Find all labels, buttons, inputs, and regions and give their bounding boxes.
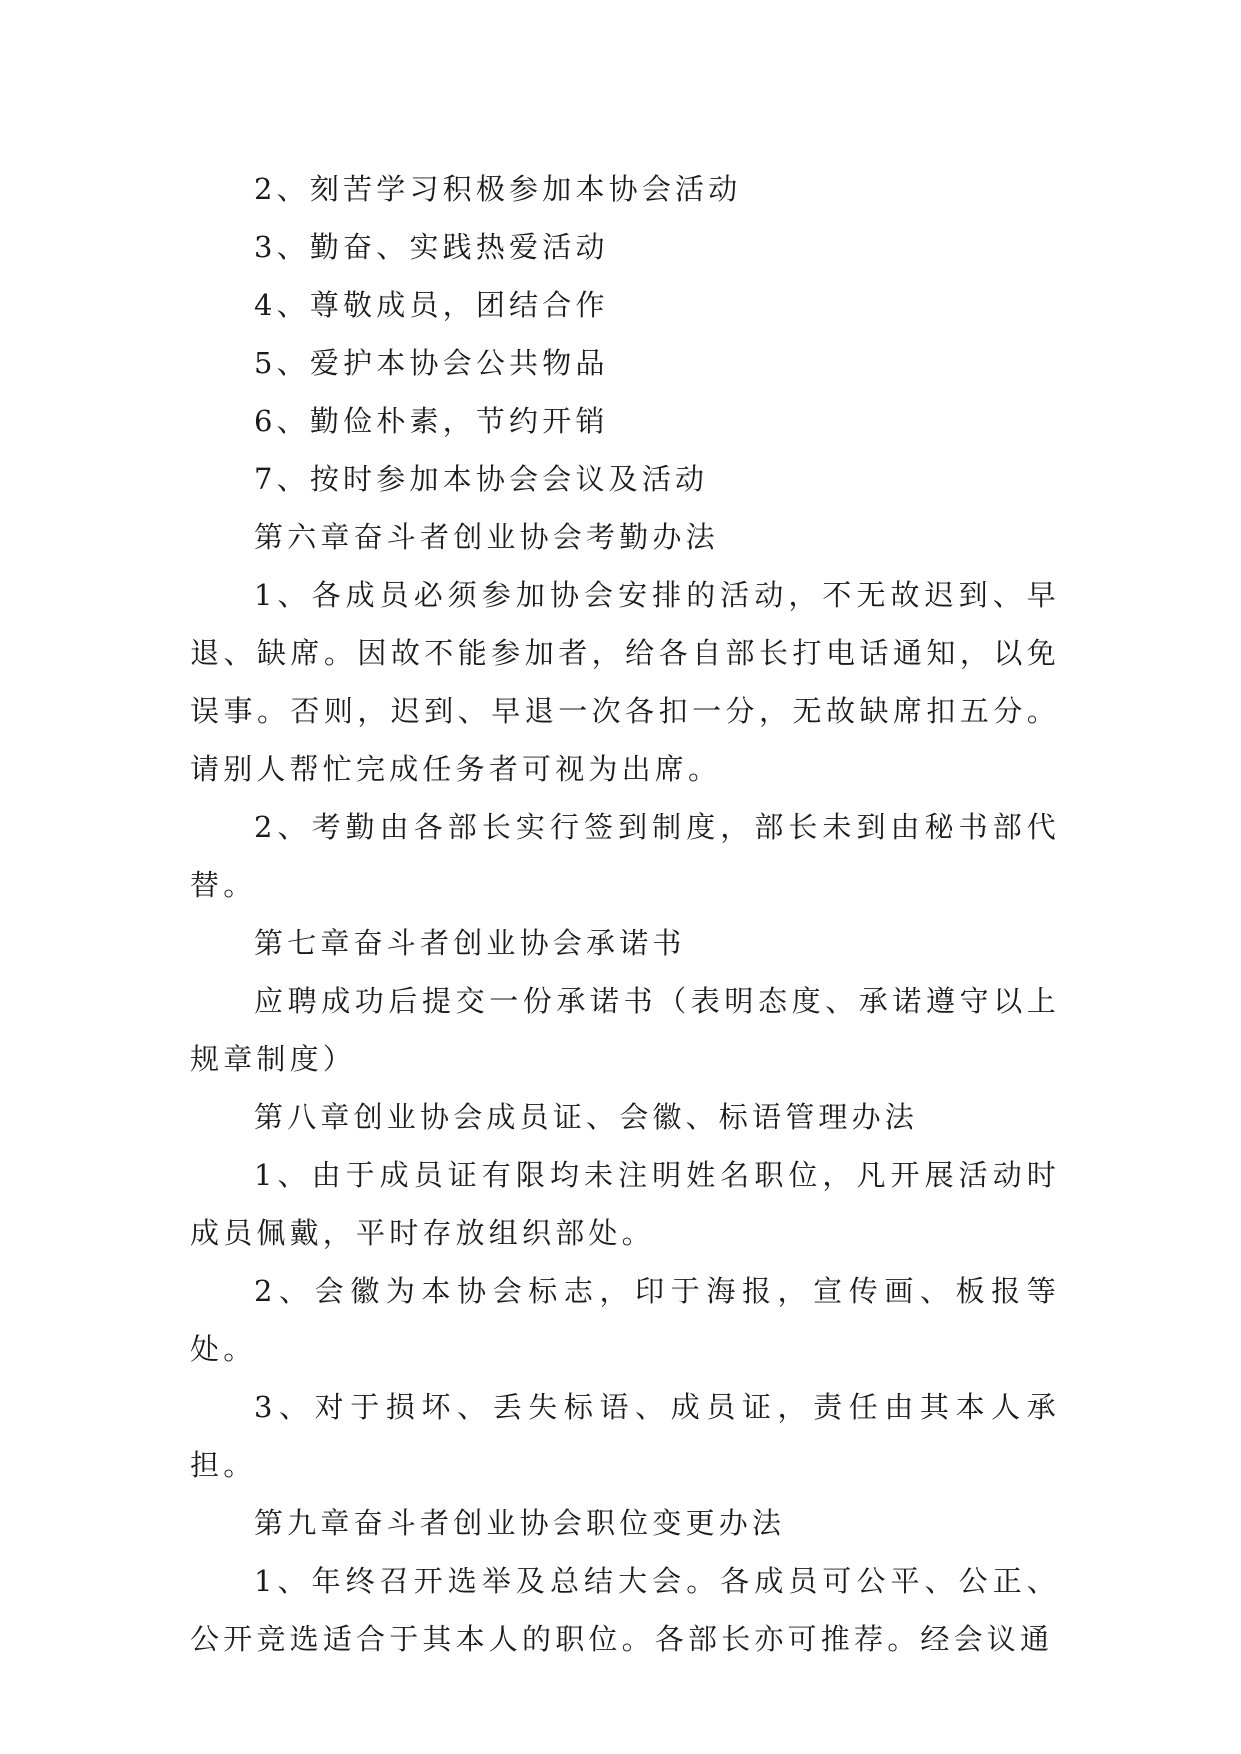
paragraph-duty-3: 3、勤奋、实践热爱活动 (254, 230, 609, 264)
chapter-6-heading: 第六章奋斗者创业协会考勤办法 (254, 520, 719, 554)
chapter-9-item-1: 1、年终召开选举及总结大会。各成员可公平、公正、公开竞选适合于其本人的职位。各部长亦可推荐。经会议通 (190, 1564, 1060, 1656)
chapter-6-item-2: 2、考勤由各部长实行签到制度，部长未到由秘书部代替。 (190, 810, 1060, 902)
paragraph-duty-5: 5、爱护本协会公共物品 (254, 346, 609, 380)
chapter-8-heading: 第八章创业协会成员证、会徽、标语管理办法 (254, 1100, 919, 1134)
chapter-8-item-2: 2、会徽为本协会标志，印于海报，宣传画、板报等处。 (190, 1274, 1060, 1366)
chapter-9-heading: 第九章奋斗者创业协会职位变更办法 (254, 1506, 786, 1540)
paragraph-duty-6: 6、勤俭朴素，节约开销 (254, 404, 609, 438)
paragraph-duty-7: 7、按时参加本协会会议及活动 (254, 462, 709, 496)
chapter-6-item-1: 1、各成员必须参加协会安排的活动，不无故迟到、早退、缺席。因故不能参加者，给各自部长打电话通知，以免误事。否则，迟到、早退一次各扣一分，无故缺席扣五分。请别人帮忙完成任务者可视为出席。 (190, 578, 1060, 786)
chapter-8-item-3: 3、对于损坏、丢失标语、成员证，责任由其本人承担。 (190, 1390, 1060, 1482)
chapter-7-heading: 第七章奋斗者创业协会承诺书 (254, 926, 686, 960)
chapter-7-body: 应聘成功后提交一份承诺书（表明态度、承诺遵守以上规章制度） (190, 984, 1060, 1076)
chapter-8-item-1: 1、由于成员证有限均未注明姓名职位，凡开展活动时成员佩戴，平时存放组织部处。 (190, 1158, 1060, 1250)
paragraph-duty-4: 4、尊敬成员，团结合作 (254, 288, 609, 322)
paragraph-duty-2: 2、刻苦学习积极参加本协会活动 (254, 172, 742, 206)
document-body (190, 160, 1060, 1668)
